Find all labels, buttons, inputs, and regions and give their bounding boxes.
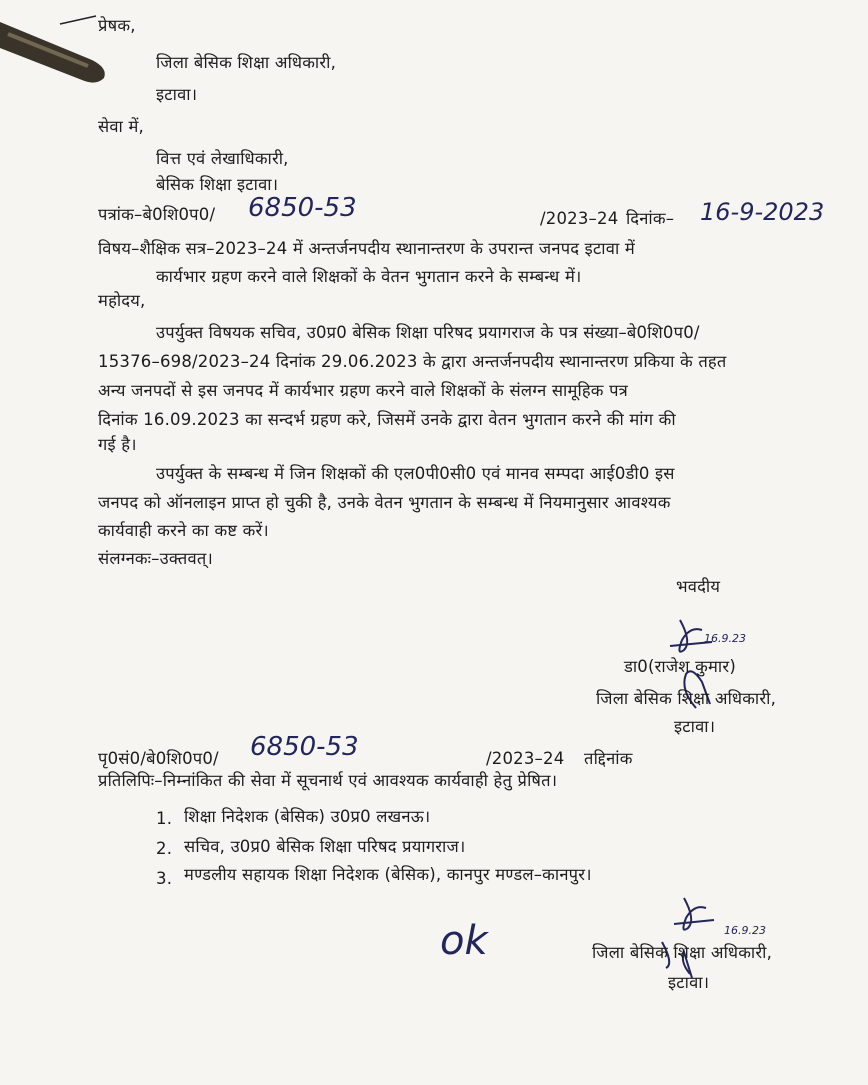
para1-line: 15376–698/2023–24 दिनांक 29.06.2023 के द्वारा अन्तर्जनपदीय स्थानान्तरण प्रकिया के तहत [98, 352, 727, 371]
pen-image [0, 0, 150, 90]
para1-line: गई है। [98, 435, 137, 454]
ref-year: /2023–24 [540, 209, 619, 228]
salutation: महोदय, [98, 291, 146, 310]
subject-line-2: कार्यभार ग्रहण करने वाले शिक्षकों के वेतन भुगतान करने के सम्बन्ध में। [156, 267, 582, 286]
footer-place: इटावा। [668, 973, 710, 992]
para1-line: दिनांक 16.09.2023 का सन्दर्भ ग्रहण करे, जिसमें उनके द्वारा वेतन भुगतान करने की मांग की [98, 410, 676, 429]
sender-place: इटावा। [156, 85, 198, 104]
sender-label: प्रेषक, [98, 16, 136, 35]
copy-item-number: 3. [156, 869, 173, 888]
signatory-name: डा0(राजेश कुमार) [624, 657, 736, 676]
ref-date-handwritten: 16-9-2023 [700, 198, 825, 226]
ref-date-label: दिनांक– [626, 209, 675, 228]
para2-line: उपर्युक्त के सम्बन्ध में जिन शिक्षकों की एल0पी0सी0 एवं मानव सम्पदा आई0डी0 इस [156, 464, 675, 483]
copy-item-number: 2. [156, 839, 173, 858]
recipient-place: बेसिक शिक्षा इटावा। [156, 175, 279, 194]
ref-number-handwritten: 6850-53 [248, 193, 357, 223]
copy-ref-date: तद्दिनांक [584, 749, 633, 768]
ok-handwritten-mark: ok [440, 918, 488, 964]
signatory-designation: जिला बेसिक शिक्षा अधिकारी, [596, 689, 777, 708]
copy-item-text: सचिव, उ0प्र0 बेसिक शिक्षा परिषद प्रयागराज। [184, 837, 466, 856]
copy-to-heading: प्रतिलिपिः–निम्नांकित की सेवा में सूचनार्थ एवं आवश्यक कार्यवाही हेतु प्रेषित। [98, 771, 558, 790]
para2-line: कार्यवाही करने का कष्ट करें। [98, 521, 269, 540]
para1-line: अन्य जनपदों से इस जनपद में कार्यभार ग्रहण करने वाले शिक्षकों के संलग्न सामूहिक पत्र [98, 381, 628, 400]
signature-2-date: 16.9.23 [724, 924, 766, 937]
footer-designation: जिला बेसिक शिक्षा अधिकारी, [592, 943, 773, 962]
copy-item-text: मण्डलीय सहायक शिक्षा निदेशक (बेसिक), कानपुर मण्डल–कानपुर। [184, 865, 592, 884]
signature-1-date: 16.9.23 [704, 632, 746, 645]
copy-item-number: 1. [156, 809, 173, 828]
enclosure: संलग्नकः–उक्तवत्। [98, 549, 213, 568]
ref-prefix: पत्रांक–बे0शि0प0/ [98, 205, 216, 224]
subject-line-1: विषय–शैक्षिक सत्र–2023–24 में अन्तर्जनपदीय स्थानान्तरण के उपरान्त जनपद इटावा में [98, 239, 635, 258]
closing: भवदीय [676, 577, 721, 596]
recipient-label: सेवा में, [98, 117, 144, 136]
copy-item-text: शिक्षा निदेशक (बेसिक) उ0प्र0 लखनऊ। [184, 807, 431, 826]
para2-line: जनपद को ऑनलाइन प्राप्त हो चुकी है, उनके वेतन भुगतान के सम्बन्ध में नियमानुसार आवश्यक [98, 493, 671, 512]
copy-ref-number-handwritten: 6850-53 [250, 732, 359, 762]
signatory-place: इटावा। [674, 717, 716, 736]
para1-line: उपर्युक्त विषयक सचिव, उ0प्र0 बेसिक शिक्षा परिषद प्रयागराज के पत्र संख्या–बे0शि0प0/ [156, 323, 700, 342]
copy-ref-prefix: पृ0सं0/बे0शि0प0/ [98, 749, 219, 768]
sender-name: जिला बेसिक शिक्षा अधिकारी, [156, 53, 337, 72]
copy-ref-year: /2023–24 [486, 749, 565, 768]
recipient-name: वित्त एवं लेखाधिकारी, [156, 149, 289, 168]
